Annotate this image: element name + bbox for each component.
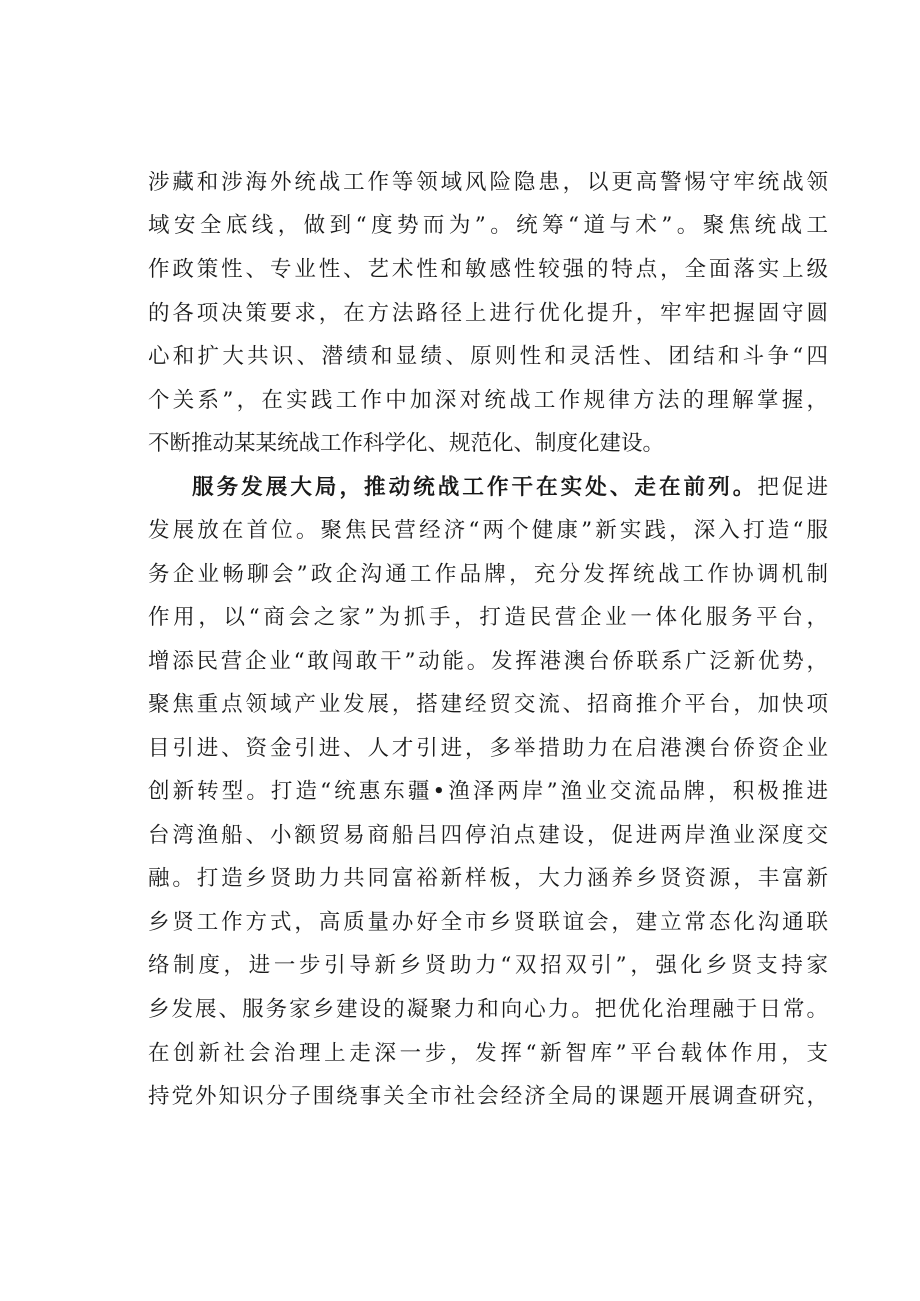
paragraph-line: 的各项决策要求，在方法路径上进行优化提升，牢牢把握固守圆 xyxy=(148,301,828,326)
paragraph-line: 在创新社会治理上走深一步，发挥“新智库”平台载体作用，支 xyxy=(148,1041,828,1066)
paragraph-line: 聚焦重点领域产业发展，搭建经贸交流、招商推介平台，加快项 xyxy=(148,692,828,717)
paragraph-line: 作政策性、专业性、艺术性和敏感性较强的特点，全面落实上级 xyxy=(148,257,828,282)
paragraph-first-line xyxy=(192,468,828,508)
paragraph-line: 务企业畅聊会”政企沟通工作品牌，充分发挥统战工作协调机制 xyxy=(148,562,828,587)
paragraph-line: 涉藏和涉海外统战工作等领域风险隐患，以更高警惕守牢统战领 xyxy=(148,170,828,195)
paragraph-line: 融。打造乡贤助力共同富裕新样板，大力涵养乡贤资源，丰富新 xyxy=(148,866,828,891)
paragraph-line: 络制度，进一步引导新乡贤助力“双招双引”，强化乡贤支持家 xyxy=(148,953,828,978)
paragraph-line: 作用，以“商会之家”为抓手，打造民营企业一体化服务平台， xyxy=(148,605,828,630)
paragraph-line: 个关系”，在实践工作中加深对统战工作规律方法的理解掌握， xyxy=(148,388,828,413)
paragraph-line: 乡贤工作方式，高质量办好全市乡贤联谊会，建立常态化沟通联 xyxy=(148,910,828,935)
paragraph-line: 增添民营企业“敢闯敢干”动能。发挥港澳台侨联系广泛新优势， xyxy=(148,649,828,674)
section-heading: 服务发展大局，推动统战工作干在实处、走在前列。 xyxy=(192,475,758,500)
paragraph-line: 目引进、资金引进、人才引进，多举措助力在启港澳台侨资企业 xyxy=(148,736,828,761)
paragraph-line: 乡发展、服务家乡建设的凝聚力和向心力。把优化治理融于日常。 xyxy=(148,997,828,1022)
paragraph-line: 台湾渔船、小额贸易商船吕四停泊点建设，促进两岸渔业深度交 xyxy=(148,823,828,848)
paragraph-line-rest: 把促进 xyxy=(757,475,828,500)
paragraph-line: 不断推动某某统战工作科学化、规范化、制度化建设。 xyxy=(148,431,665,456)
paragraph-line: 发展放在首位。聚焦民营经济“两个健康”新实践，深入打造“服 xyxy=(148,518,828,543)
paragraph-line: 持党外知识分子围绕事关全市社会经济全局的课题开展调查研究， xyxy=(148,1084,828,1109)
paragraph-line: 心和扩大共识、潜绩和显绩、原则性和灵活性、团结和斗争“四 xyxy=(148,344,828,369)
paragraph-line: 域安全底线，做到“度势而为”。统筹“道与术”。聚焦统战工 xyxy=(148,213,828,238)
paragraph-line: 创新转型。打造“统惠东疆•渔泽两岸”渔业交流品牌，积极推进 xyxy=(148,779,828,804)
